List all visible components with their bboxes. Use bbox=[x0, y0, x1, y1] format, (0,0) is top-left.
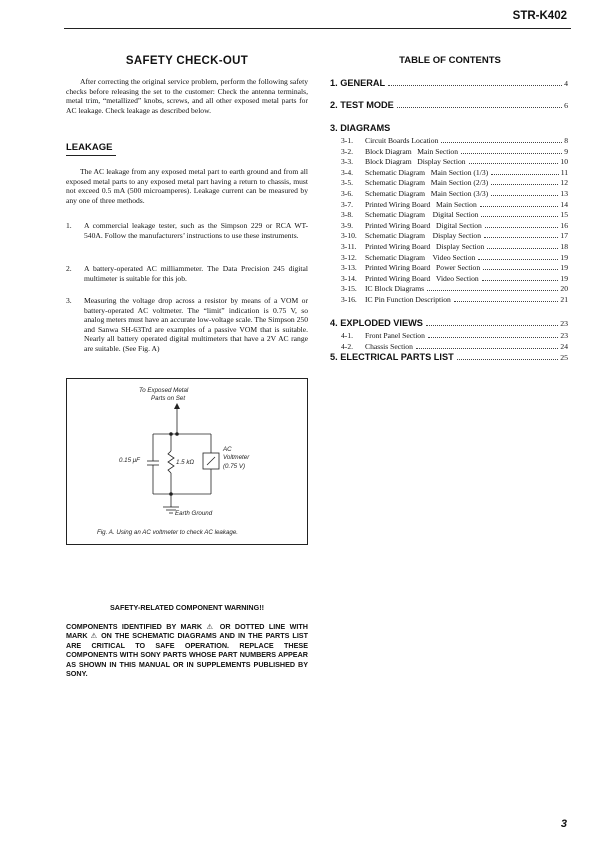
toc-item[interactable] bbox=[341, 274, 568, 285]
toc-item-label: Schematic Diagram Video Section bbox=[365, 252, 476, 262]
capacitor-label: 0.15 μF bbox=[119, 457, 140, 464]
toc-item[interactable] bbox=[341, 178, 568, 189]
exposed-metal-label-2: Parts on Set bbox=[151, 395, 186, 402]
safety-title: SAFETY CHECK-OUT bbox=[125, 55, 249, 67]
toc-item-number: 3-9. bbox=[341, 220, 354, 230]
safety-intro-text: After correcting the original service problem, perform the following safety checks before releasing the set to the customer: Check the antenna terminals, metal trim, “metallized” knobs, screws, and all other exposed metal parts for AC leakage. Check leakage as described below. bbox=[66, 77, 308, 115]
toc-section-label: 5. ELECTRICAL PARTS LIST bbox=[330, 352, 454, 362]
toc-item-label: IC Pin Function Description bbox=[365, 295, 451, 304]
toc-leader-dots bbox=[469, 163, 559, 164]
toc-item[interactable] bbox=[341, 231, 568, 242]
page-number: 3 bbox=[560, 818, 567, 830]
toc-item-number: 3-6. bbox=[341, 189, 354, 198]
toc-item[interactable] bbox=[341, 242, 568, 253]
toc-item-label: Printed Wiring Board Display Section bbox=[365, 242, 485, 251]
toc-page-number: 20 bbox=[560, 284, 568, 294]
leakage-heading-rule bbox=[66, 155, 116, 156]
toc-page-number: 12 bbox=[560, 178, 568, 188]
voltmeter-label-3: (0.75 V) bbox=[223, 463, 246, 470]
toc-section-test-mode[interactable] bbox=[330, 100, 568, 110]
toc-page-number: 4 bbox=[564, 79, 568, 88]
toc-leader-dots bbox=[454, 301, 559, 302]
toc-page-number: 18 bbox=[560, 242, 568, 251]
toc-leader-dots bbox=[441, 142, 562, 143]
toc-item-label: Front Panel Section bbox=[365, 331, 425, 340]
toc-page-number: 24 bbox=[560, 341, 568, 351]
toc-leader-dots bbox=[427, 290, 558, 291]
method-3 bbox=[66, 296, 308, 354]
toc-item-label: Schematic Diagram Digital Section bbox=[365, 210, 479, 220]
leakage-heading: LEAKAGE bbox=[66, 142, 113, 153]
toc-item-number: 3-10. bbox=[341, 231, 357, 241]
resistor-label: 1.5 kΩ bbox=[176, 459, 195, 466]
toc-item-label: Schematic Diagram Main Section (1/3) bbox=[365, 167, 489, 177]
toc-item[interactable] bbox=[341, 157, 568, 168]
toc-item[interactable] bbox=[341, 200, 568, 211]
toc-item-number: 3-2. bbox=[341, 146, 354, 156]
toc-leader-dots bbox=[480, 206, 559, 207]
toc-leader-dots bbox=[491, 174, 559, 175]
toc-section-label: 2. TEST MODE bbox=[330, 100, 394, 110]
toc-item-label: Printed Wiring Board Digital Section bbox=[365, 220, 482, 230]
toc-item[interactable] bbox=[341, 221, 568, 232]
toc-leader-dots bbox=[481, 216, 558, 217]
toc-item[interactable] bbox=[341, 147, 568, 158]
toc-item-number: 3-7. bbox=[341, 199, 354, 209]
toc-page-number: 23 bbox=[560, 319, 568, 328]
toc-item-number: 4-2. bbox=[341, 341, 354, 351]
toc-item-label: Circuit Boards Location bbox=[365, 136, 439, 145]
toc-item-label: Schematic Diagram Display Section bbox=[365, 231, 481, 241]
toc-title: TABLE OF CONTENTS bbox=[399, 55, 501, 66]
method-2-number: 2. bbox=[66, 264, 72, 273]
toc-page-number: 25 bbox=[560, 353, 568, 362]
toc-section-general[interactable] bbox=[330, 78, 568, 88]
warning-body: COMPONENTS IDENTIFIED BY MARK ⚠ OR DOTTED LINE WITH MARK ⚠ ON THE SCHEMATIC DIAGRAMS AND IN THE PARTS LIST ARE CRITICAL TO SAFE OPERATION. REPLACE THESE COMPONENTS WITH SONY PARTS WHOSE PART NUMBERS APPEAR AS SHOWN IN THIS MANUAL OR IN SUPPLEMENTS PUBLISHED BY SONY. bbox=[66, 622, 308, 679]
method-2 bbox=[66, 264, 308, 283]
toc-page-number: 19 bbox=[560, 263, 568, 273]
toc-item[interactable] bbox=[341, 189, 568, 200]
toc-page-number: 19 bbox=[560, 252, 568, 262]
toc-leader-dots bbox=[388, 85, 562, 86]
figure-caption: Fig. A. Using an AC voltmeter to check AC leakage. bbox=[97, 529, 238, 536]
toc-page-number: 16 bbox=[560, 220, 568, 230]
toc-leader-dots bbox=[487, 248, 558, 249]
toc-section-label: 4. EXPLODED VIEWS bbox=[330, 318, 423, 328]
toc-page-number: 13 bbox=[560, 189, 568, 198]
earth-ground-label: Earth Ground bbox=[175, 510, 213, 517]
toc-item-number: 3-15. bbox=[341, 284, 357, 294]
toc-leader-dots bbox=[461, 153, 562, 154]
toc-leader-dots bbox=[483, 269, 558, 270]
toc-page-number: 23 bbox=[560, 331, 568, 340]
toc-page-number: 9 bbox=[564, 146, 568, 156]
toc-page-number: 19 bbox=[560, 273, 568, 283]
toc-item-label: Schematic Diagram Main Section (3/3) bbox=[365, 189, 489, 198]
leakage-body bbox=[66, 167, 308, 205]
toc-item[interactable] bbox=[341, 331, 568, 342]
toc-section-exploded-views[interactable] bbox=[330, 318, 568, 328]
toc-item-number: 3-4. bbox=[341, 167, 354, 177]
toc-page-number: 14 bbox=[560, 199, 568, 209]
toc-page-number: 17 bbox=[560, 231, 568, 241]
voltmeter-label-1: AC bbox=[223, 446, 232, 453]
toc-item-label: Printed Wiring Board Main Section bbox=[365, 199, 477, 209]
toc-leader-dots bbox=[485, 227, 559, 228]
toc-section-diagrams[interactable] bbox=[330, 123, 568, 133]
toc-item-number: 3-1. bbox=[341, 136, 354, 145]
toc-leader-dots bbox=[397, 107, 562, 108]
toc-item-number: 3-16. bbox=[341, 295, 357, 304]
toc-item[interactable] bbox=[341, 295, 568, 306]
toc-item-label: Printed Wiring Board Video Section bbox=[365, 273, 479, 283]
toc-item-label: Printed Wiring Board Power Section bbox=[365, 263, 481, 273]
toc-leader-dots bbox=[491, 184, 558, 185]
toc-item-number: 3-5. bbox=[341, 178, 354, 188]
toc-leader-dots bbox=[426, 325, 558, 326]
figure-a bbox=[66, 378, 308, 545]
method-3-text: Measuring the voltage drop across a resistor by means of a VOM or battery-operated AC voltmeter. The “limit” indication is 0.75 V, so analog meters must have an accurate low-voltage scale. The Simpson 250 and Sanwa SH-63Trd are examples of a passive VOM that is suitable. Nearly all battery operated digital multimeters that have a 2V AC range are suitable. (See Fig. A) bbox=[84, 296, 309, 353]
toc-item-label: Schematic Diagram Main Section (2/3) bbox=[365, 178, 489, 188]
toc-item-number: 4-1. bbox=[341, 331, 354, 340]
toc-leader-dots bbox=[457, 359, 559, 360]
method-1 bbox=[66, 221, 308, 240]
toc-item[interactable] bbox=[341, 210, 568, 221]
method-2-text: A battery-operated AC milliammeter. The Data Precision 245 digital multimeter is suitable for this job. bbox=[84, 264, 308, 283]
toc-section-label: 3. DIAGRAMS bbox=[330, 123, 391, 133]
toc-item-label: Block Diagram Main Section bbox=[365, 146, 459, 156]
toc-leader-dots bbox=[484, 237, 558, 238]
toc-item[interactable] bbox=[341, 136, 568, 147]
toc-page-number: 10 bbox=[560, 157, 568, 167]
toc-item-number: 3-12. bbox=[341, 252, 357, 262]
toc-item-label: Block Diagram Display Section bbox=[365, 157, 466, 167]
toc-page-number: 8 bbox=[564, 136, 568, 145]
toc-leader-dots bbox=[428, 337, 559, 338]
method-1-number: 1. bbox=[66, 221, 72, 230]
toc-item-label: Chassis Section bbox=[365, 341, 413, 351]
toc-page-number: 6 bbox=[564, 101, 568, 110]
toc-page-number: 15 bbox=[560, 210, 568, 220]
toc-item[interactable] bbox=[341, 168, 568, 179]
toc-leader-dots bbox=[478, 259, 558, 260]
voltmeter-label-2: Voltmeter bbox=[223, 454, 250, 461]
toc-item[interactable] bbox=[341, 263, 568, 274]
toc-item[interactable] bbox=[341, 253, 568, 264]
toc-item-number: 3-11. bbox=[341, 242, 357, 251]
toc-item-label: IC Block Diagrams bbox=[365, 284, 425, 294]
toc-item-number: 3-8. bbox=[341, 210, 354, 220]
toc-page-number: 11 bbox=[560, 167, 568, 177]
toc-item-number: 3-3. bbox=[341, 157, 354, 167]
method-1-text: A commercial leakage tester, such as the Simpson 229 or RCA WT-540A. Follow the manufacturers’ instructions to use these instruments. bbox=[84, 221, 308, 240]
toc-section-label: 1. GENERAL bbox=[330, 78, 386, 88]
model-number: STR-K402 bbox=[512, 10, 567, 22]
toc-item[interactable] bbox=[341, 342, 568, 353]
header-rule bbox=[64, 28, 571, 29]
exposed-metal-label-1: To Exposed Metal bbox=[139, 387, 189, 394]
toc-section-electrical-parts-list[interactable] bbox=[330, 352, 568, 362]
toc-page-number: 21 bbox=[560, 295, 568, 304]
toc-item[interactable] bbox=[341, 284, 568, 295]
warning-title: SAFETY-RELATED COMPONENT WARNING!! bbox=[110, 603, 264, 612]
toc-leader-dots bbox=[491, 195, 558, 196]
leakage-body-text: The AC leakage from any exposed metal part to earth ground and from all exposed metal parts to any exposed metal part having a return to chassis, must not exceed 0.5 mA (500 microamperes). Leakage current can be measured by any one of three methods. bbox=[66, 167, 308, 205]
safety-intro bbox=[66, 77, 308, 115]
toc-item-number: 3-13. bbox=[341, 263, 357, 273]
toc-leader-dots bbox=[416, 348, 559, 349]
toc-leader-dots bbox=[482, 280, 559, 281]
method-3-number: 3. bbox=[66, 296, 72, 305]
toc-item-number: 3-14. bbox=[341, 273, 357, 283]
